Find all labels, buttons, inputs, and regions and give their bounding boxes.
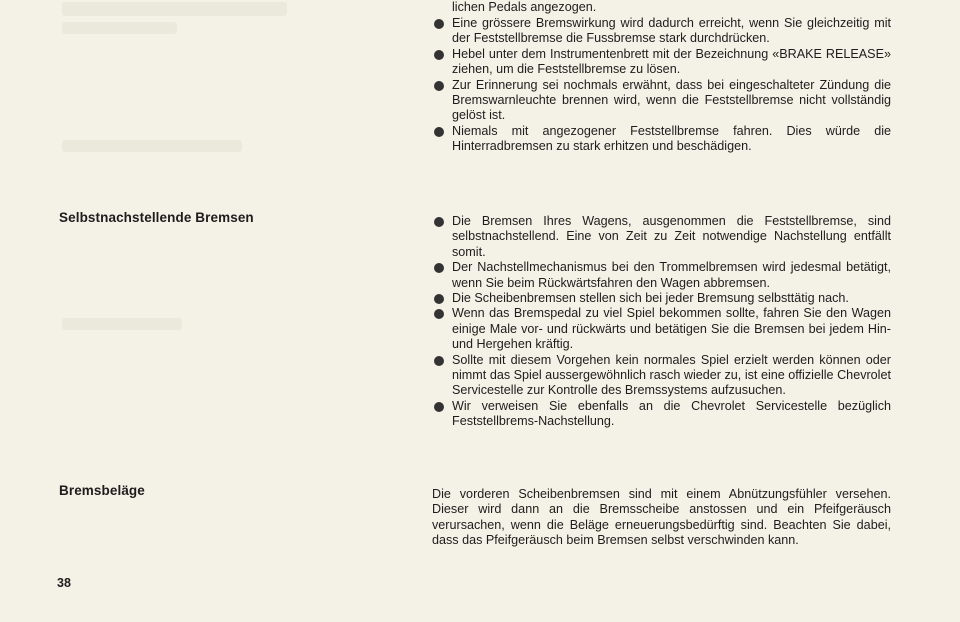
list-item [433, 214, 891, 260]
section-heading-self-adjusting: Selbstnachstellende Bremsen [59, 210, 254, 225]
bullet-dot-icon [434, 217, 444, 227]
bullet-dot-icon [434, 263, 444, 273]
bullet-dot-icon [434, 50, 444, 60]
list-item-text: Die Scheibenbremsen stellen sich bei jeder Bremsung selbsttätig nach. [452, 291, 849, 306]
self-adjusting-list [433, 214, 891, 430]
bullet-dot-icon [434, 81, 444, 91]
section-heading-brake-pads: Bremsbeläge [59, 483, 145, 498]
parking-brake-list [433, 16, 891, 155]
list-item-text: Die Bremsen Ihres Wagens, ausgenommen die Feststellbremse, sind selbstnachstellend. Eine von Zeit zu Zeit notwendige Nachstellung entfällt somit. [452, 214, 891, 259]
show-through-mark [62, 318, 182, 330]
continued-text: lichen Pedals angezogen. [452, 0, 597, 14]
list-item-text: Zur Erinnerung sei nochmals erwähnt, dass bei eingeschalteter Zündung die Bremswarnleuchte brennen wird, wenn die Feststellbremse nicht vollständig gelöst ist. [452, 77, 891, 123]
list-item [433, 353, 891, 399]
list-item [433, 399, 891, 430]
bullet-dot-icon [434, 356, 444, 366]
bullet-dot-icon [434, 402, 444, 412]
list-item [433, 260, 891, 291]
bullet-dot-icon [434, 19, 444, 29]
list-item [433, 47, 891, 78]
list-item-text: Eine grössere Bremswirkung wird dadurch erreicht, wenn Sie gleichzeitig mit der Feststellbremse die Fussbremse stark durchdrücken. [452, 16, 891, 46]
brake-pads-paragraph: Die vorderen Scheibenbremsen sind mit einem Abnützungsfühler versehen. Dieser wird dann an die Bremsscheibe anstossen und ein Pfeifgeräusch verursachen, wenn die Beläge erneuerungsbedürftig sind. Beachten Sie dabei, dass das Pfeifgeräusch beim Bremsen selbst verschwinden kann. [432, 487, 891, 548]
list-item-text: Hebel unter dem Instrumentenbrett mit der Bezeichnung «BRAKE RELEASE» ziehen, um die Feststellbremse zu lösen. [452, 46, 891, 77]
list-item-text: Niemals mit angezogener Feststellbremse fahren. Dies würde die Hinterradbremsen zu stark erhitzen und beschädigen. [452, 123, 891, 154]
bullet-dot-icon [434, 294, 444, 304]
list-item [433, 306, 891, 352]
list-item [433, 124, 891, 155]
list-item [433, 16, 891, 47]
list-item-text: Der Nachstellmechanismus bei den Trommelbremsen wird jedesmal betätigt, wenn Sie beim Rückwärtsfahren den Wagen abbremsen. [452, 260, 891, 290]
list-item-text: Sollte mit diesem Vorgehen kein normales Spiel erzielt werden können oder nimmt das Spiel aussergewöhnlich rasch wieder zu, ist eine offizielle Chevrolet Servicestelle zur Kontrolle des Bremssystems aufzusuchen. [452, 352, 891, 398]
show-through-mark [62, 22, 177, 34]
list-item [433, 291, 891, 306]
bullet-dot-icon [434, 309, 444, 319]
bullet-dot-icon [434, 127, 444, 137]
list-item-text: Wir verweisen Sie ebenfalls an die Chevrolet Servicestelle bezüglich Feststellbrems-Nachstellung. [452, 398, 891, 429]
list-item [433, 78, 891, 124]
list-item-text: Wenn das Bremspedal zu viel Spiel bekommen sollte, fahren Sie den Wagen einige Male vor- und rückwärts und betätigen Sie die Bremsen bei jedem Hin- und Hergehen kräftig. [452, 306, 891, 352]
page-number: 38 [57, 576, 71, 590]
show-through-mark [62, 2, 287, 16]
show-through-mark [62, 140, 242, 152]
